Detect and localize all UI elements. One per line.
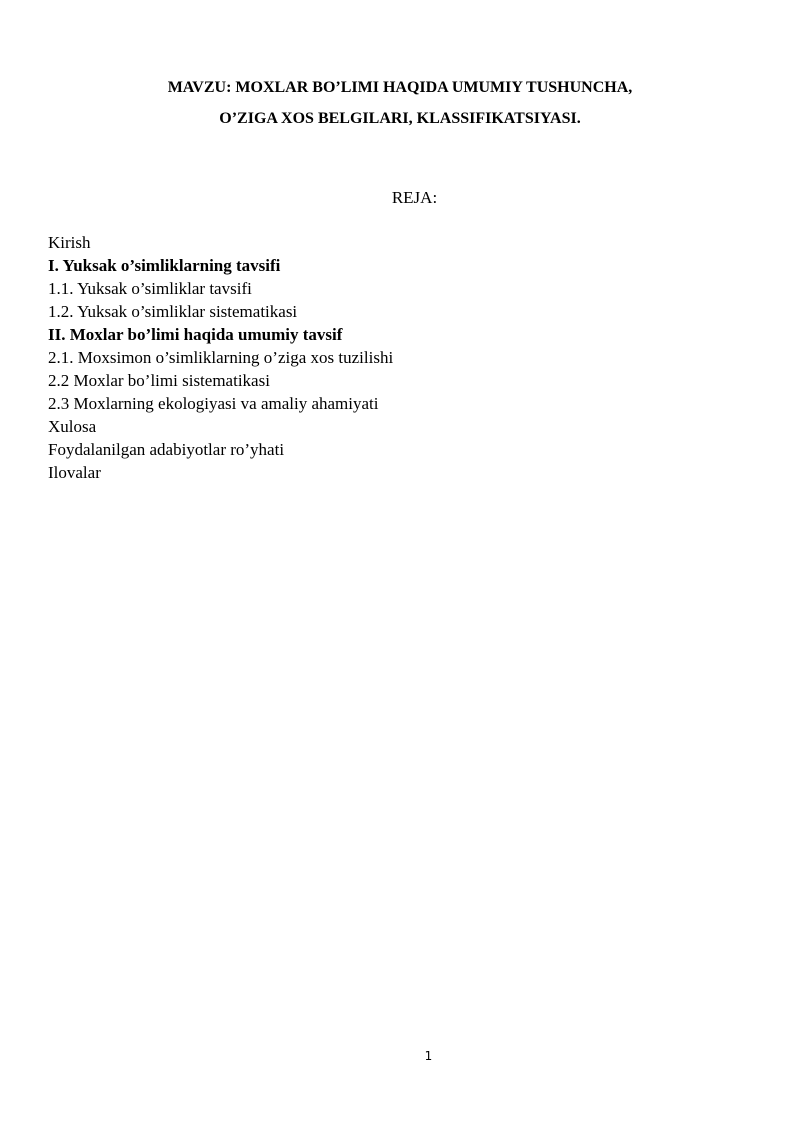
toc-item-section-1: I. Yuksak o’simliklarning tavsifi [48,256,281,275]
toc-item-2-3: 2.3 Moxlarning ekologiyasi va amaliy ahamiyati [48,394,379,413]
toc-item-2-2: 2.2 Moxlar bo’limi sistematikasi [48,371,270,390]
toc-item-1-2: 1.2. Yuksak o’simliklar sistematikasi [48,302,298,321]
toc-item-1-1: 1.1. Yuksak o’simliklar tavsifi [48,279,252,298]
page-number: 1 [424,1049,433,1063]
toc-item-section-2: II. Moxlar bo’limi haqida umumiy tavsif [48,325,343,344]
toc-item-2-1: 2.1. Moxsimon o’simliklarning o’ziga xos tuzilishi [48,348,394,367]
plan-heading: REJA: [391,188,438,207]
table-of-contents [48,231,748,484]
toc-item-conclusion: Xulosa [48,417,97,436]
document-title-line-2: O’ZIGA XOS BELGILARI, KLASSIFIKATSIYASI. [219,110,581,127]
toc-item-appendices: Ilovalar [48,463,101,482]
toc-item-introduction: Kirish [48,233,91,252]
toc-item-references: Foydalanilgan adabiyotlar ro’yhati [48,440,285,459]
document-title-line-1: MAVZU: MOXLAR BO’LIMI HAQIDA UMUMIY TUSHUNCHA, [167,79,633,96]
